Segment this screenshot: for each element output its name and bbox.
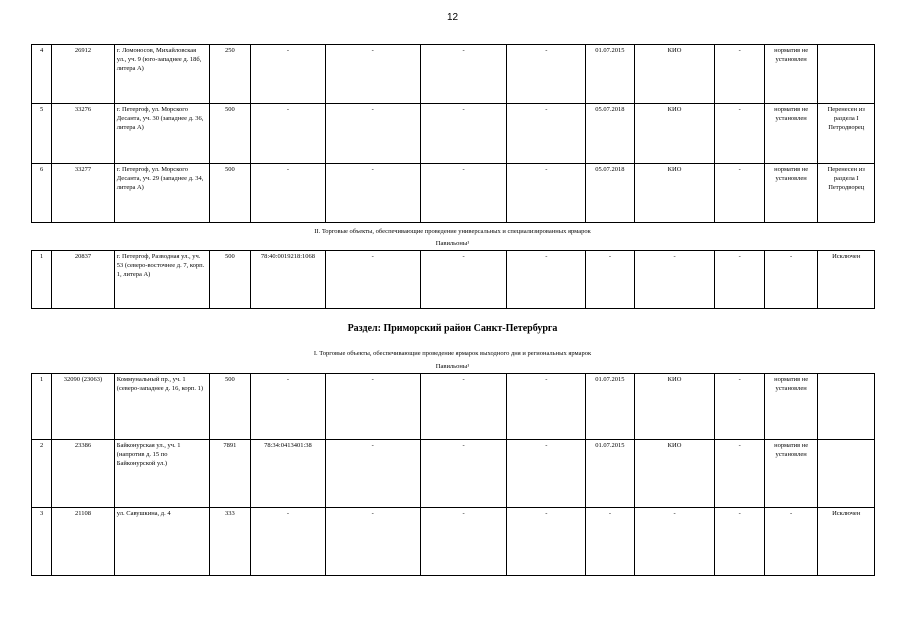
table-cell: - xyxy=(420,251,507,309)
table-cell: - xyxy=(420,104,507,164)
table-cell: - xyxy=(420,164,507,223)
table-cell: Перенесен из раздела I Петродворец xyxy=(818,164,875,223)
table-cell: 500 xyxy=(209,374,250,440)
table-cell: 1 xyxy=(32,251,52,309)
table-cell: - xyxy=(715,440,764,508)
table-cell: 32090 (23063) xyxy=(52,374,115,440)
table-row xyxy=(32,104,875,164)
table-cell: - xyxy=(507,374,586,440)
table-cell: 78:40:0019218:1068 xyxy=(251,251,326,309)
table-cell: 333 xyxy=(209,508,250,576)
table-cell: 5 xyxy=(32,104,52,164)
table-cell: - xyxy=(420,45,507,104)
table-cell: - xyxy=(507,45,586,104)
table-cell: КИО xyxy=(634,164,715,223)
table-cell: - xyxy=(325,440,420,508)
table-cell: 33276 xyxy=(52,104,115,164)
table-cell: 1 xyxy=(32,374,52,440)
table-cell: 20837 xyxy=(52,251,115,309)
table-cell: 05.07.2018 xyxy=(586,164,634,223)
table-cell: - xyxy=(715,164,764,223)
table-cell: Коммунальный пр., уч. 1 (северо-западнее д. 16, корп. 1) xyxy=(114,374,209,440)
table-block-1 xyxy=(31,44,875,223)
table-row xyxy=(32,374,875,440)
table-cell: норматив не установлен xyxy=(764,374,818,440)
table-cell: - xyxy=(634,251,715,309)
table-cell: норматив не установлен xyxy=(764,164,818,223)
table-cell: - xyxy=(325,104,420,164)
table-cell: г. Петергоф, ул. Морского Десанта, уч. 30 (западнее д. 36, литера А) xyxy=(114,104,209,164)
table-cell: - xyxy=(507,508,586,576)
table-cell: - xyxy=(507,251,586,309)
table-cell: норматив не установлен xyxy=(764,440,818,508)
table-cell: норматив не установлен xyxy=(764,104,818,164)
table-block-2 xyxy=(31,250,875,309)
table-block-3 xyxy=(31,373,875,576)
table-cell: - xyxy=(420,374,507,440)
table-cell: 01.07.2015 xyxy=(586,440,634,508)
table-cell: 2 xyxy=(32,440,52,508)
table-cell: - xyxy=(715,374,764,440)
table-cell: 01.07.2015 xyxy=(586,45,634,104)
table-cell: 23386 xyxy=(52,440,115,508)
table-cell: - xyxy=(325,164,420,223)
table-cell: г. Петергоф, ул. Морского Десанта, уч. 29 (западнее д. 34, литера А) xyxy=(114,164,209,223)
table-cell: - xyxy=(764,508,818,576)
table-cell: - xyxy=(420,440,507,508)
table-cell: ул. Савушкина, д. 4 xyxy=(114,508,209,576)
table-cell xyxy=(818,45,875,104)
table-cell: Перенесен из раздела I Петродворец xyxy=(818,104,875,164)
table-cell: - xyxy=(715,45,764,104)
table-cell: КИО xyxy=(634,374,715,440)
table-cell: - xyxy=(251,374,326,440)
section-title: Раздел: Приморский район Санкт-Петербурга xyxy=(347,323,558,334)
table-cell: г. Петергоф, Разводная ул., уч. 53 (северо-восточнее д. 7, корп. 1, литера А) xyxy=(114,251,209,309)
table-cell: 4 xyxy=(32,45,52,104)
table-cell: 250 xyxy=(209,45,250,104)
table-cell: - xyxy=(251,508,326,576)
table-cell: 21108 xyxy=(52,508,115,576)
table-cell xyxy=(818,440,875,508)
table-cell: 33277 xyxy=(52,164,115,223)
table-cell: - xyxy=(251,45,326,104)
table-cell: 7891 xyxy=(209,440,250,508)
pavilions-label-1: Павильоны¹ xyxy=(435,240,470,247)
table-cell: - xyxy=(715,104,764,164)
pavilions-label-2: Павильоны¹ xyxy=(435,363,470,370)
caption-section-ii: II. Торговые объекты, обеспечивающие проведение универсальных и специализированных ярмарок xyxy=(314,228,591,235)
table-cell: 01.07.2015 xyxy=(586,374,634,440)
table-cell: - xyxy=(715,508,764,576)
table-cell: - xyxy=(715,251,764,309)
table-cell: норматив не установлен xyxy=(764,45,818,104)
table-cell: Исключен xyxy=(818,251,875,309)
table-cell: - xyxy=(764,251,818,309)
table-cell: 500 xyxy=(209,164,250,223)
table-cell: - xyxy=(325,374,420,440)
table-cell: КИО xyxy=(634,104,715,164)
table-cell: 78:34:0413401:38 xyxy=(251,440,326,508)
table-row xyxy=(32,440,875,508)
page-number: 12 xyxy=(446,12,459,23)
table-cell: - xyxy=(586,508,634,576)
table-row xyxy=(32,45,875,104)
table-cell: - xyxy=(325,45,420,104)
table-cell xyxy=(818,374,875,440)
table-cell: - xyxy=(507,164,586,223)
table-cell: - xyxy=(251,104,326,164)
table-cell: - xyxy=(507,440,586,508)
table-cell: - xyxy=(507,104,586,164)
table-cell: - xyxy=(325,508,420,576)
table-cell: КИО xyxy=(634,440,715,508)
table-row xyxy=(32,508,875,576)
table-cell: 3 xyxy=(32,508,52,576)
table-cell: 500 xyxy=(209,251,250,309)
caption-section-i: I. Торговые объекты, обеспечивающие проведение ярмарок выходного дня и региональных ярмарок xyxy=(313,350,592,357)
table-cell: КИО xyxy=(634,45,715,104)
table-cell: - xyxy=(325,251,420,309)
table-cell: - xyxy=(634,508,715,576)
table-cell: 6 xyxy=(32,164,52,223)
table-cell: 500 xyxy=(209,104,250,164)
table-cell: 26912 xyxy=(52,45,115,104)
table-cell: - xyxy=(251,164,326,223)
table-cell: г. Ломоносов, Михайловская ул., уч. 9 (юго-западнее д. 18б, литера А) xyxy=(114,45,209,104)
table-cell: Исключен xyxy=(818,508,875,576)
table-row xyxy=(32,164,875,223)
table-cell: - xyxy=(420,508,507,576)
table-cell: - xyxy=(586,251,634,309)
table-cell: Байконурская ул., уч. 1 (напротив д. 15 по Байконурской ул.) xyxy=(114,440,209,508)
table-cell: 05.07.2018 xyxy=(586,104,634,164)
table-row xyxy=(32,251,875,309)
